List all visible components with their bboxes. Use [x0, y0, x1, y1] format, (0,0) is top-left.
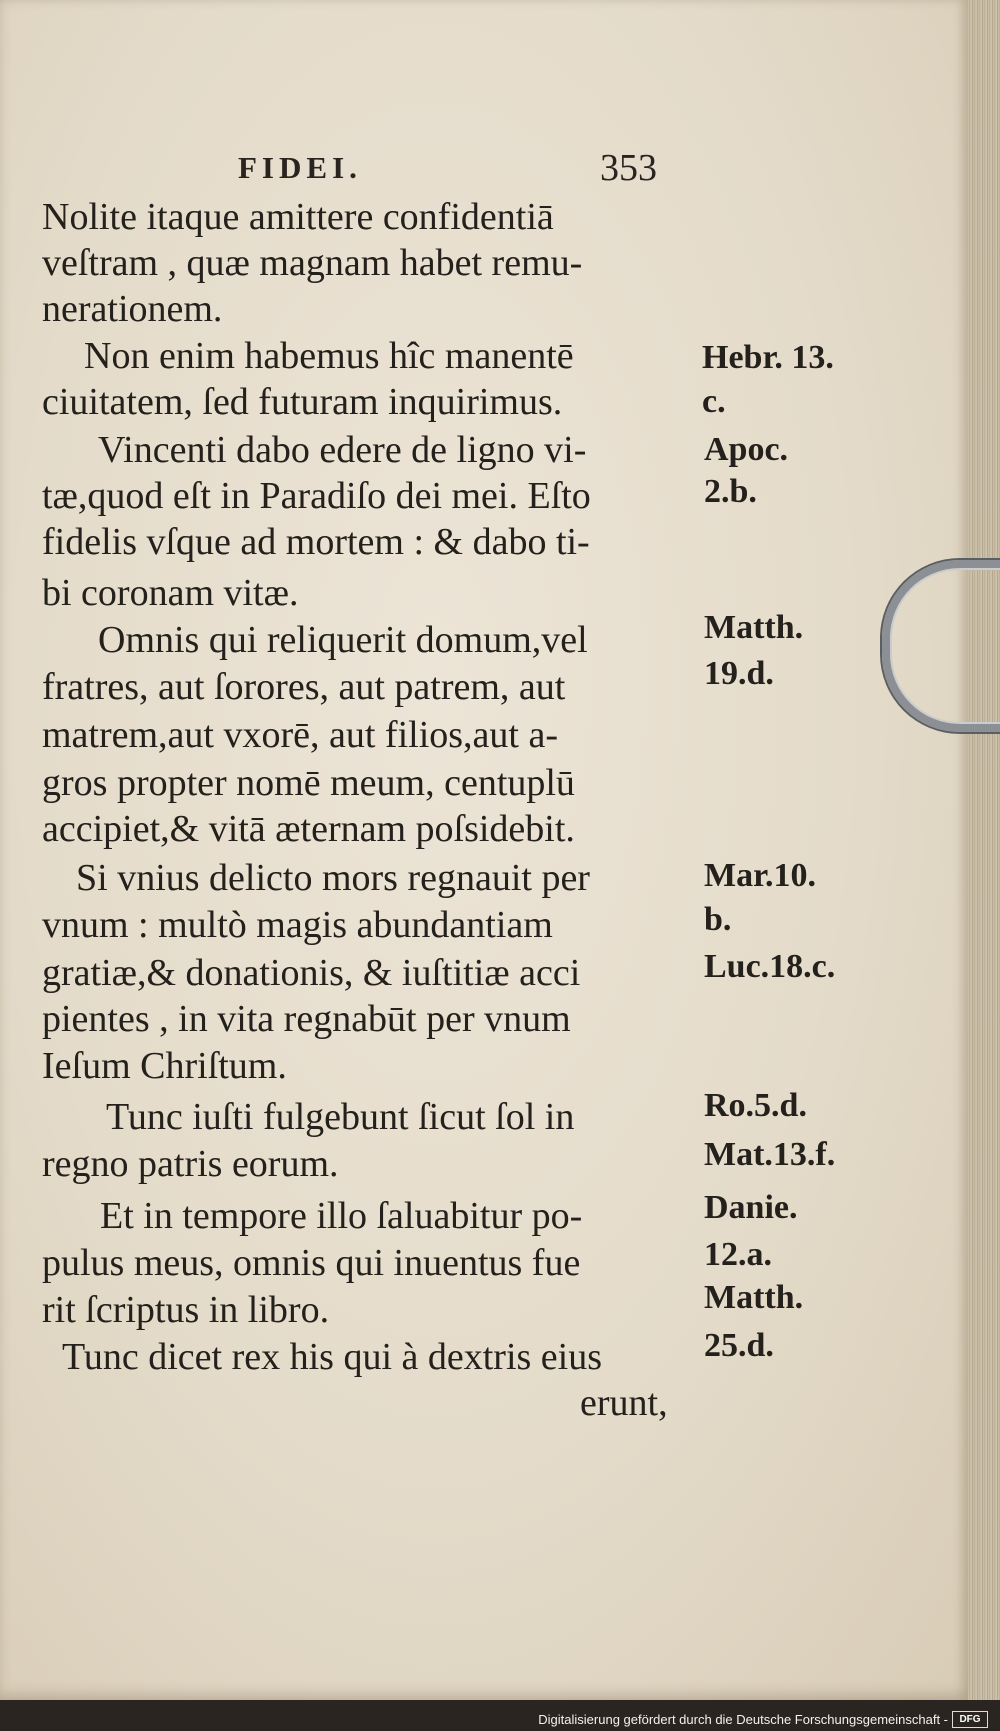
text-line: tæ,quod eſt in Paradiſo dei mei. Eſto	[42, 475, 591, 517]
page-number: 353	[600, 147, 657, 189]
text-line: Tunc dicet rex his qui à dextris eius	[62, 1336, 603, 1378]
catchword: erunt,	[580, 1382, 668, 1424]
text-line: nerationem.	[42, 288, 223, 330]
text-line: pulus meus, omnis qui inuentus fue	[42, 1242, 581, 1284]
text-line: Non enim habemus hîc manentē	[84, 335, 574, 377]
text-line: accipiet,& vitā æternam poſsidebit.	[42, 808, 575, 850]
text-line: matrem,aut vxorē, aut filios,aut a-	[42, 714, 558, 756]
text-line: veſtram , quæ magnam habet remu-	[42, 242, 583, 284]
margin-reference: Ro.5.d.	[704, 1087, 807, 1124]
text-line: gratiæ,& donationis, & iuſtitiæ acci	[42, 952, 581, 994]
margin-reference: Mar.10.	[704, 857, 817, 894]
margin-reference: Luc.18.c.	[704, 948, 836, 985]
text-line: Omnis qui reliquerit domum,vel	[98, 619, 588, 661]
margin-reference: Matth.	[704, 609, 804, 646]
dfg-logo: DFG	[952, 1711, 988, 1728]
page-edges	[968, 0, 1000, 1705]
margin-reference: Apoc.	[704, 431, 789, 468]
margin-reference: Matth.	[704, 1279, 804, 1316]
margin-reference: Danie.	[704, 1189, 798, 1226]
text-line: Tunc iuſti fulgebunt ſicut ſol in	[106, 1096, 575, 1138]
text-line: gros propter nomē meum, centuplū	[42, 762, 575, 804]
text-line: ciuitatem, ſed futuram inquirimus.	[42, 381, 563, 423]
text-line: rit ſcriptus in libro.	[42, 1289, 330, 1331]
text-line: vnum : multò magis abundantiam	[42, 904, 553, 946]
margin-reference: Mat.13.f.	[704, 1136, 836, 1173]
text-line: fidelis vſque ad mortem : & dabo ti-	[42, 521, 590, 563]
margin-reference: 25.d.	[704, 1327, 774, 1364]
margin-reference: 2.b.	[704, 473, 757, 510]
margin-reference: c.	[702, 383, 726, 420]
running-head: FIDEI.	[238, 150, 362, 185]
margin-reference: 19.d.	[704, 655, 774, 692]
text-line: Vincenti dabo edere de ligno vi-	[98, 429, 587, 471]
text-line: bi coronam vitæ.	[42, 572, 299, 614]
digitization-credit: Digitalisierung gefördert durch die Deutsche Forschungsgemeinschaft -	[538, 1712, 948, 1727]
text-line: Et in tempore illo ſaluabitur po-	[100, 1195, 583, 1237]
margin-reference: 12.a.	[704, 1236, 772, 1273]
text-line: fratres, aut ſorores, aut patrem, aut	[42, 666, 566, 708]
text-line: regno patris eorum.	[42, 1143, 339, 1185]
text-line: Nolite itaque amittere confidentiā	[42, 196, 554, 238]
text-line: Ieſum Chriſtum.	[42, 1045, 287, 1087]
text-line: pientes , in vita regnabūt per vnum	[42, 998, 571, 1040]
text-line: Si vnius delicto mors regnauit per	[76, 857, 590, 899]
margin-reference: b.	[704, 901, 732, 938]
margin-reference: Hebr. 13.	[702, 339, 834, 376]
